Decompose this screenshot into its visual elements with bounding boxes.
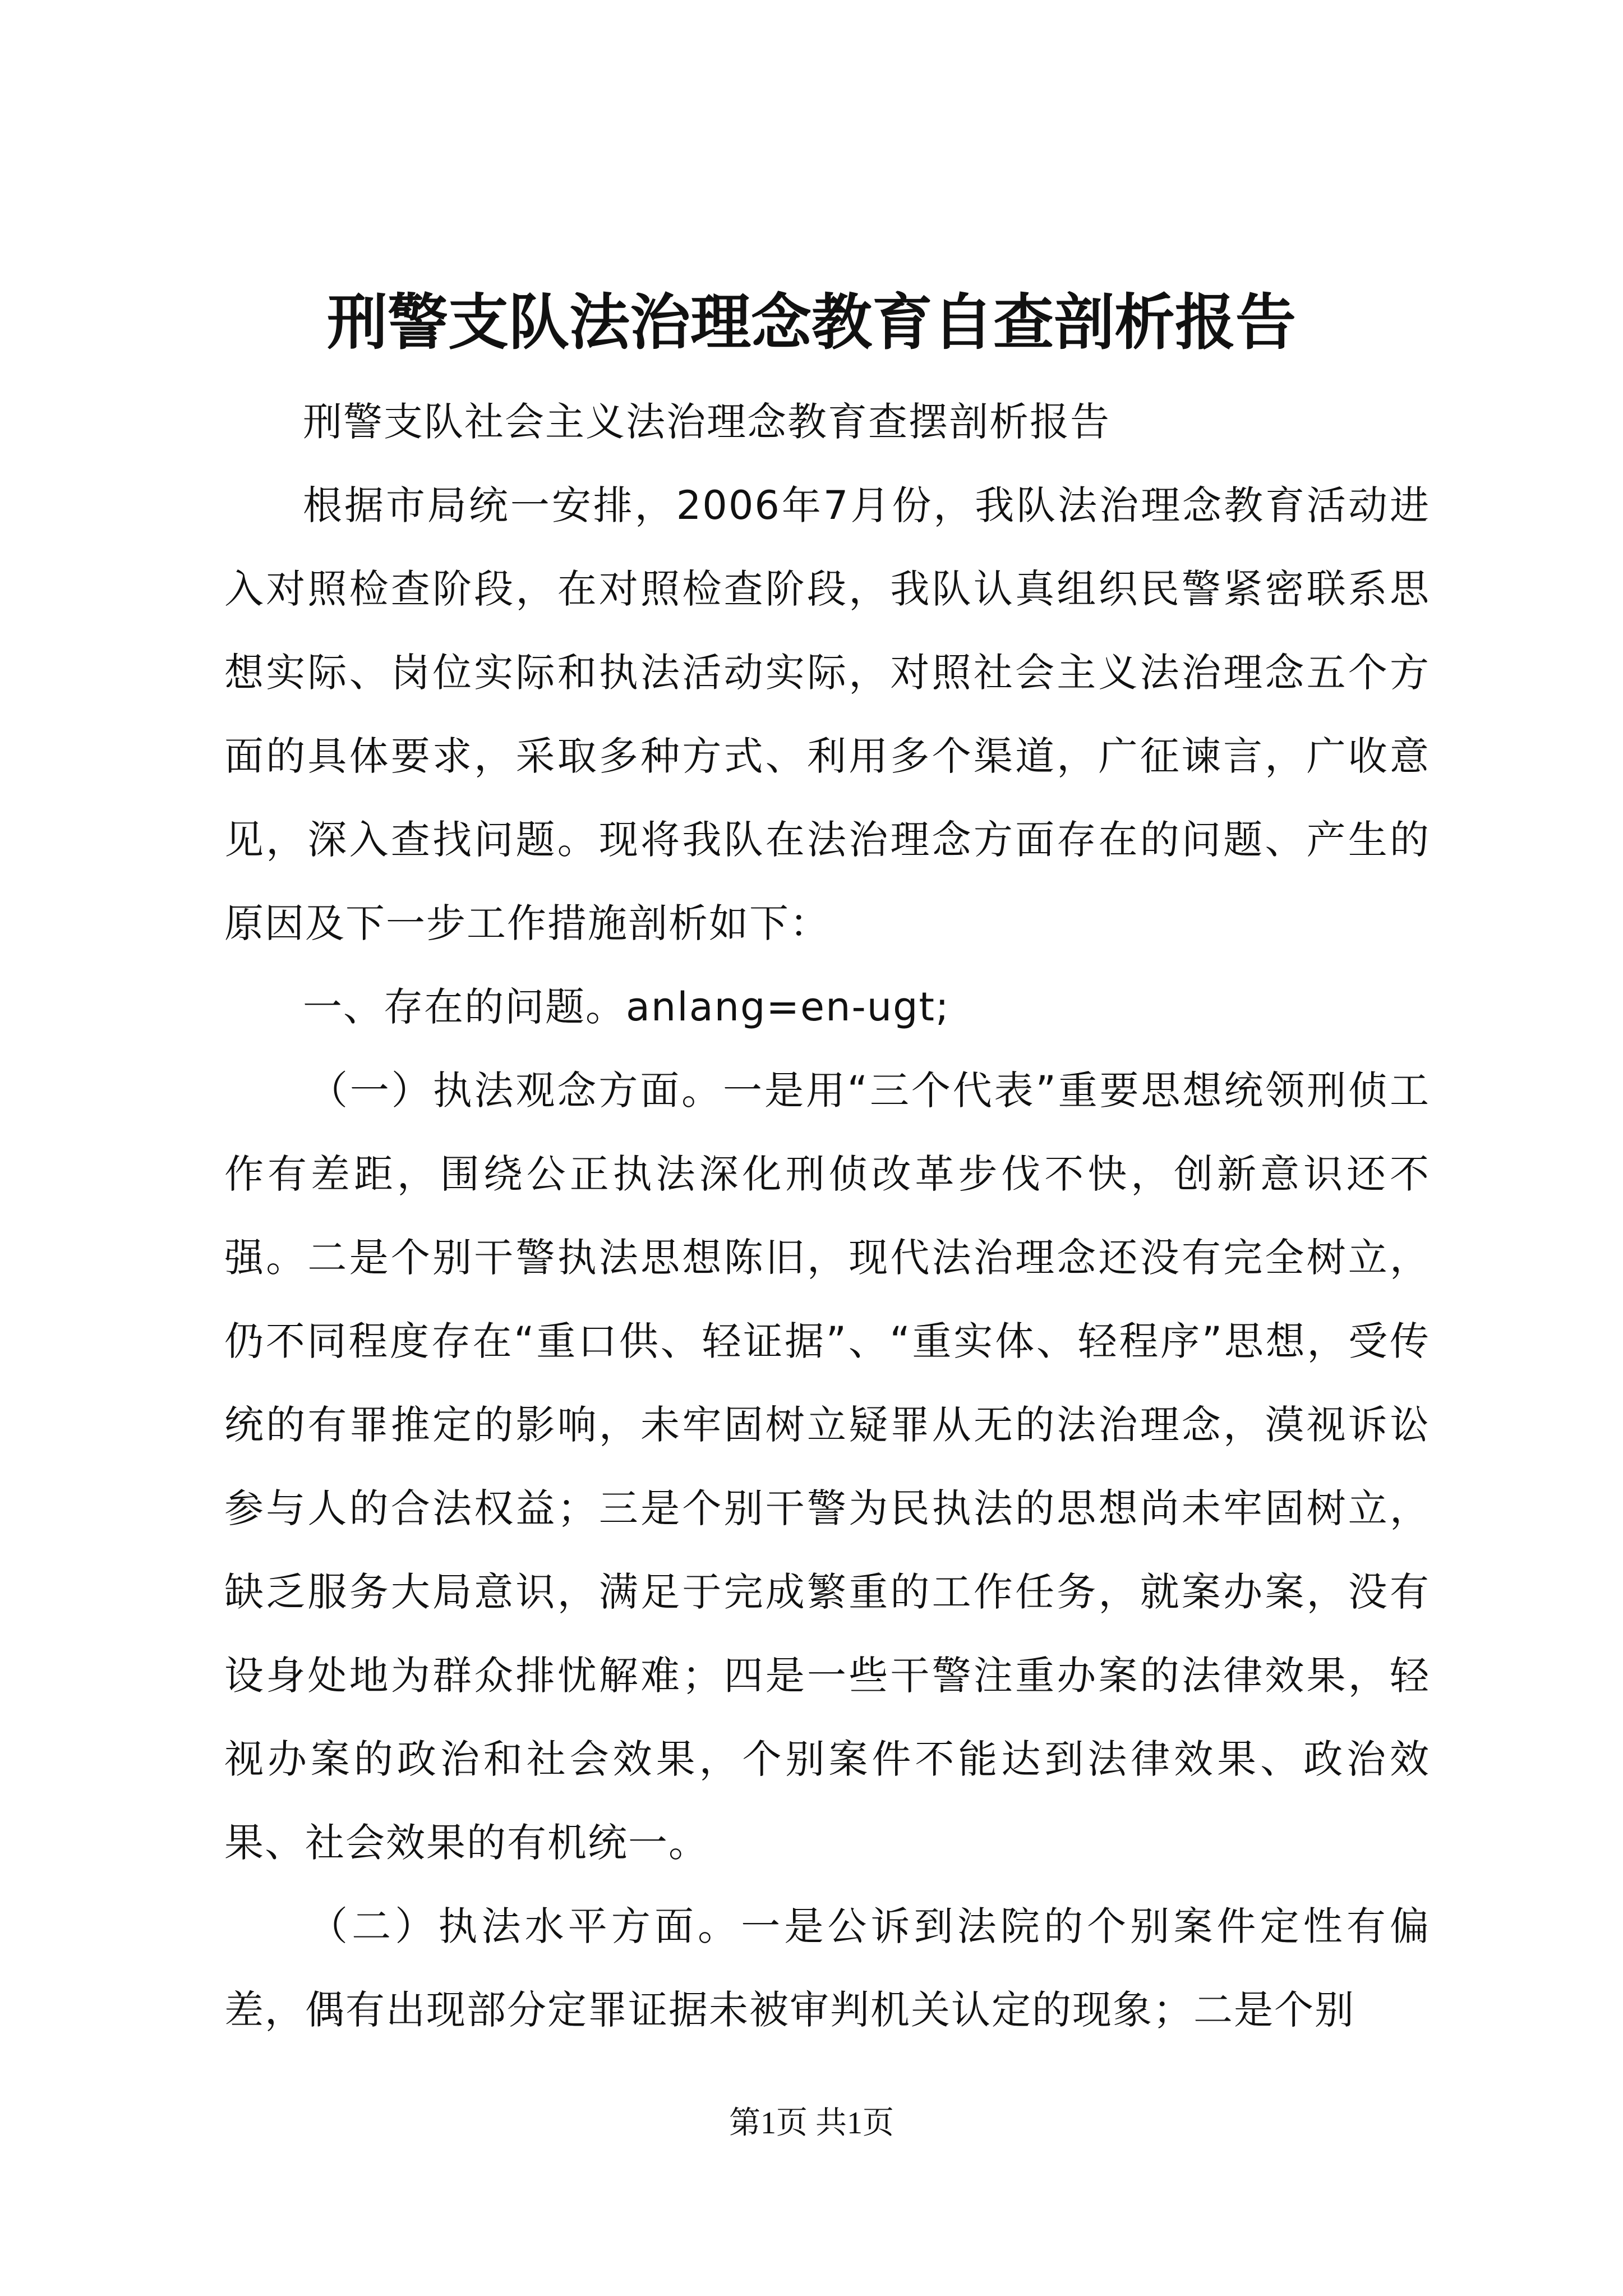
section-heading: 一、存在的问题。anlang=en-ugt; xyxy=(303,984,950,1030)
item-paragraph-1: （一）执法观念方面。一是用“三个代表”重要思想统领刑侦工作有差距，围绕公正执法深化刑侦改革步伐不快，创新意识还不强。二是个别干警执法思想陈旧，现代法治理念还没有完全树立，仍不同程度存在“重口供、轻证据”、“重实体、轻程序”思想，受传统的有罪推定的影响，未牢固树立疑罪从无的法治理念，漠视诉讼参与人的合法权益；三是个别干警为民执法的思想尚未牢固树立，缺乏服务大局意识，满足于完成繁重的工作任务，就案办案，没有设身处地为群众排忧解难；四是一些干警注重办案的法律效果，轻视办案的政治和社会效果，个别案件不能达到法律效果、政治效果、社会效果的有机统一。 xyxy=(224,1068,1430,1866)
page-footer: 第1页 共1页 xyxy=(729,2106,894,2141)
document-body xyxy=(224,380,1430,2052)
document-title: 刑警支队法治理念教育自查剖析报告 xyxy=(326,287,1296,358)
subtitle-paragraph: 刑警支队社会主义法治理念教育查摆剖析报告 xyxy=(303,399,1110,445)
intro-paragraph: 根据市局统一安排，2006年7月份，我队法治理念教育活动进入对照检查阶段，在对照检查阶段，我队认真组织民警紧密联系思想实际、岗位实际和执法活动实际，对照社会主义法治理念五个方面的具体要求，采取多种方式、利用多个渠道，广征谏言，广收意见，深入查找问题。现将我队在法治理念方面存在的问题、产生的原因及下一步工作措施剖析如下： xyxy=(224,482,1430,946)
item-paragraph-2: （二）执法水平方面。一是公诉到法院的个别案件定性有偏差，偶有出现部分定罪证据未被审判机关认定的现象；二是个别 xyxy=(224,1903,1430,2033)
